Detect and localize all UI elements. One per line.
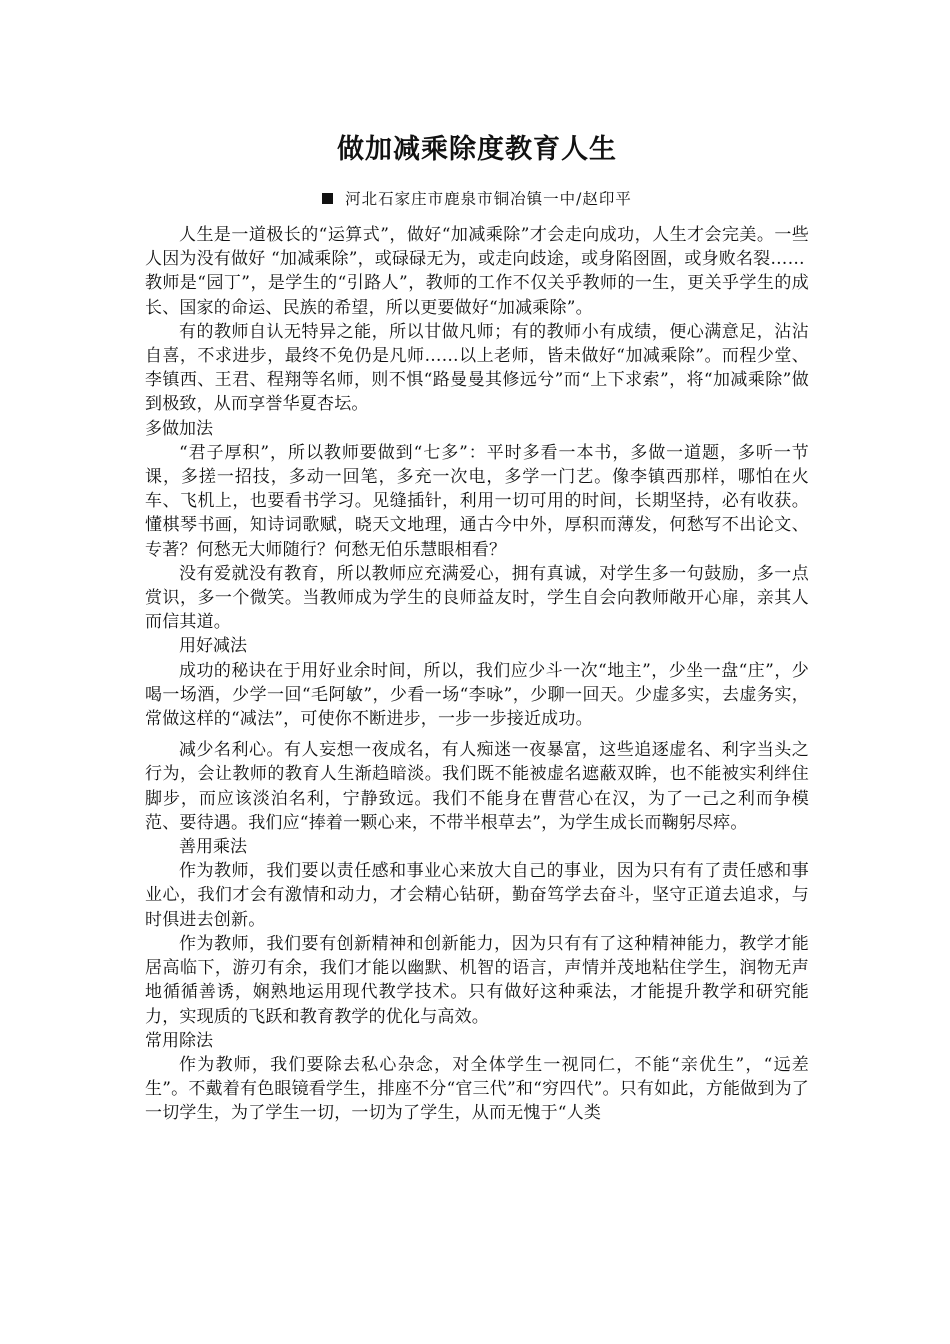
paragraph-addition-1: “君子厚积”，所以教师要做到“七多”：平时多看一本书，多做一道题，多听一节课，多搓一招技，多动一回笔，多充一次电，多学一门艺。像李镇西那样，哪怕在火车、飞机上，也要看书学习。见缝插针，利用一切可用的时间，长期坚持，必有收获。懂棋琴书画，知诗词歌赋，晓天文地理，通古今中外，厚积而薄发，何愁写不出论文、专著？何愁无大师随行？何愁无伯乐慧眼相看？ [145,442,809,560]
paragraph-division-1: 作为教师，我们要除去私心杂念，对全体学生一视同仁，不能“亲优生”，“远差生”。不戴着有色眼镜看学生，排座不分“官三代”和“穷四代”。只有如此，方能做到为了一切学生，为了学生一切，一切为了学生，从而无愧于“人类 [145,1054,809,1124]
section-heading-multiplication: 善用乘法 [179,837,247,858]
section-heading-subtraction: 用好减法 [179,636,247,657]
paragraph-teacher-role: 教师是“园丁”，是学生的“引路人”，教师的工作不仅关乎教师的一生，更关乎学生的成长、国家的命运、民族的希望，所以更要做好“加减乘除”。 [145,273,809,318]
section-heading-division: 常用除法 [145,1030,213,1051]
paragraph-multiplication-1: 作为教师，我们要以责任感和事业心来放大自己的事业，因为只有有了责任感和事业心，我们才会有激情和动力，才会精心钻研，勤奋笃学去奋斗，坚守正道去追求，与时俱进去创新。 [145,861,809,930]
paragraph-intro: 人生是一道极长的“运算式”，做好“加减乘除”才会走向成功，人生才会完美。一些人因为没有做好 “加减乘除”，或碌碌无为，或走向歧途，或身陷囹圄，或身败名裂…… [145,225,809,270]
article-page [145,125,809,1126]
square-bullet-icon [322,193,333,204]
article-body [145,223,809,1126]
section-heading-addition: 多做加法 [145,418,213,439]
paragraph-multiplication-2: 作为教师，我们要有创新精神和创新能力，因为只有有了这种精神能力，教学才能居高临下，游刃有余，我们才能以幽默、机智的语言，声情并茂地粘住学生，润物无声地循循善诱，娴熟地运用现代教学技术。只有做好这种乘法，才能提升教学和研究能力，实现质的飞跃和教育教学的优化与高效。 [145,933,809,1027]
article-title: 做加减乘除度教育人生 [337,134,617,165]
author-byline [145,187,809,211]
author-affiliation: 河北石家庄市鹿泉市铜冶镇一中/赵印平 [345,190,632,208]
paragraph-subtraction-1: 成功的秘诀在于用好业余时间，所以，我们应少斗一次“地主”，少坐一盘“庄”，少喝一场酒，少学一回“毛阿敏”，少看一场“李咏”，少聊一回天。少虚多实，去虚务实，常做这样的“减法”，可使你不断进步，一步一步接近成功。 [145,660,809,730]
paragraph-subtraction-2: 减少名利心。有人妄想一夜成名，有人痴迷一夜暴富，这些追逐虚名、利字当头之行为，会让教师的教育人生渐趋暗淡。我们既不能被虚名遮蔽双眸，也不能被实利绊住脚步，而应该淡泊名利，宁静致远。我们不能身在曹营心在汉，为了一己之利而争模范、要待遇。我们应“捧着一颗心来，不带半根草去”，为学生成长而鞠躬尽瘁。 [145,740,809,833]
paragraph-ordinary-teachers: 有的教师自认无特异之能，所以甘做凡师；有的教师小有成绩，便心满意足，沾沾自喜，不求进步，最终不免仍是凡师……以上老师，皆未做好“加减乘除”。而程少堂、李镇西、王君、程翔等名师，则不惧“路曼曼其修远兮”而“上下求索”，将“加减乘除”做到极致，从而享誉华夏杏坛。 [145,321,809,415]
paragraph-addition-2: 没有爱就没有教育，所以教师应充满爱心，拥有真诚，对学生多一句鼓励，多一点赏识，多一个微笑。当教师成为学生的良师益友时，学生自会向教师敞开心扉，亲其人而信其道。 [145,563,809,633]
